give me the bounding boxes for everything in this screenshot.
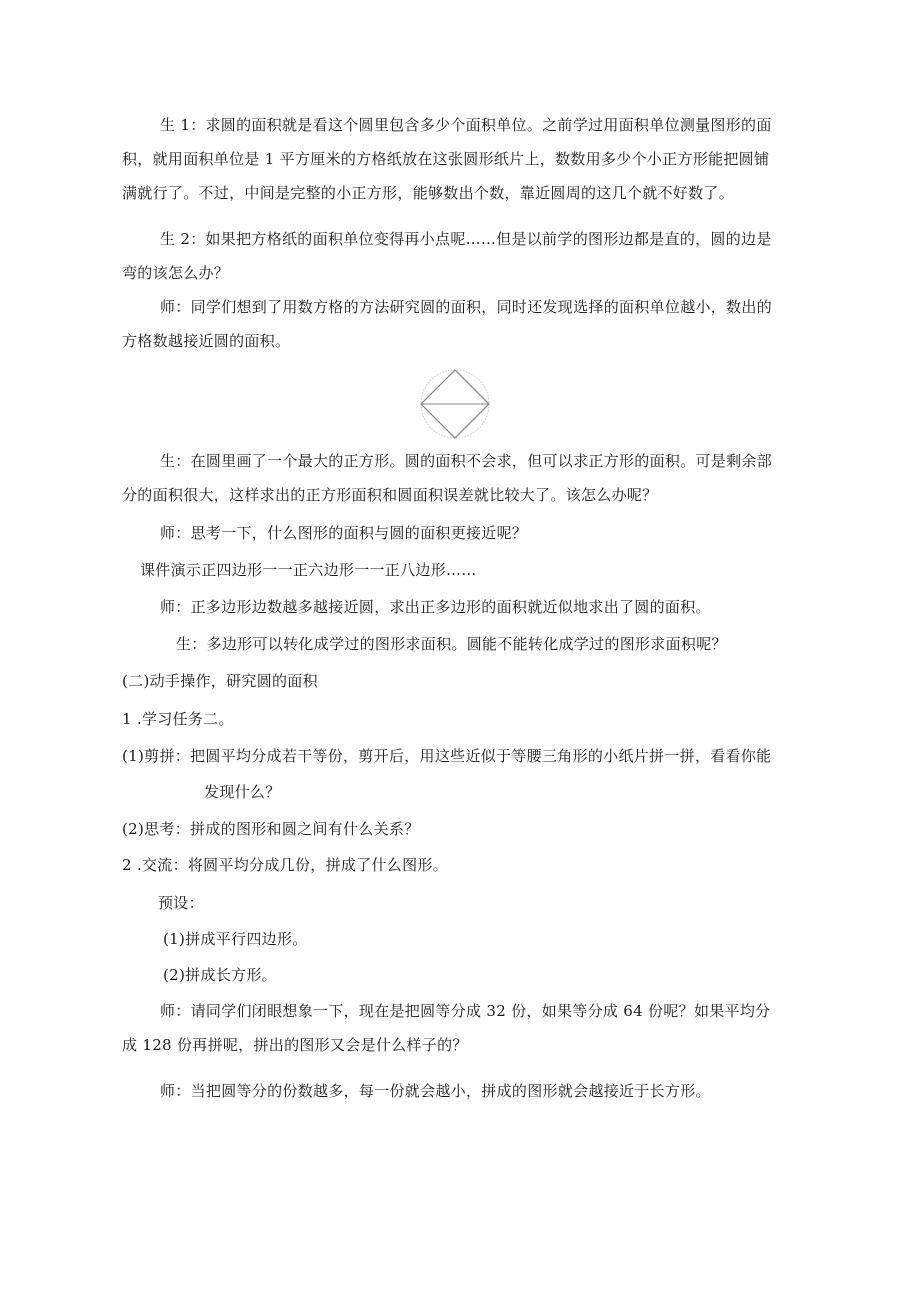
paragraph-student-1: 生 1：求圆的面积就是看这个圆里包含多少个面积单位。之前学过用面积单位测量图形的面积，就用面积单位是 1 平方厘米的方格纸放在这张圆形纸片上，数数用多少个小正方形能把圆铺满就行了。不过，中间是完整的小正方形，能够数出个数，靠近圆周的这几个就不好数了。 — [122, 116, 772, 202]
paragraph-teacher-3: 师：正多边形边数越多越接近圆，求出正多边形的面积就近似地求出了圆的面积。 — [160, 598, 711, 616]
task-heading-2: 2 .交流：将圆平均分成几份，拼成了什么图形。 — [122, 856, 448, 874]
paragraph-teacher-5: 师：当把圆等分的份数越多，每一份就会越小，拼成的图形就会越接近于长方形。 — [160, 1082, 711, 1100]
preset-item-1: (1)拼成平行四边形。 — [163, 930, 308, 948]
section-heading-2: (二)动手操作，研究圆的面积 — [122, 672, 318, 690]
preset-label: 预设： — [158, 894, 204, 912]
paragraph-teacher-2: 师：思考一下，什么图形的面积与圆的面积更接近呢？ — [160, 524, 528, 542]
paragraph-teacher-4: 师：请同学们闭眼想象一下，现在是把圆等分成 32 份，如果等分成 64 份呢？如果平均分成 128 份再拼呢，拼出的图形又会是什么样子的？ — [122, 1002, 771, 1054]
paragraph-student-2: 生 2：如果把方格纸的面积单位变得再小点呢……但是以前学的图形边都是直的，圆的边是弯的该怎么办？ — [122, 230, 772, 282]
task-item-cut-line1: (1)剪拼：把圆平均分成若干等份，剪开后，用这些近似于等腰三角形的小纸片拼一拼，看看你能 — [122, 747, 772, 765]
task-item-cut-line2: 发现什么？ — [204, 783, 281, 801]
paragraph-student-3: 生：在圆里画了一个最大的正方形。圆的面积不会求，但可以求正方形的面积。可是剩余部分的面积很大，这样求出的正方形面积和圆面积误差就比较大了。该怎么办呢？ — [122, 452, 773, 504]
paragraph-teacher-1: 师：同学们想到了用数方格的方法研究圆的面积，同时还发现选择的面积单位越小，数出的方格数越接近圆的面积。 — [122, 298, 773, 350]
task-heading-1: 1 .学习任务二。 — [122, 710, 234, 728]
task-item-think: (2)思考：拼成的图形和圆之间有什么关系？ — [122, 820, 420, 838]
paragraph-student-4: 生：多边形可以转化成学过的图形求面积。圆能不能转化成学过的图形求面积呢？ — [176, 635, 727, 653]
preset-item-2: (2)拼成长方形。 — [163, 966, 277, 984]
circle-with-inscribed-square-figure — [416, 368, 494, 440]
paragraph-courseware: 课件演示正四边形一一正六边形一一正八边形…… — [140, 561, 477, 579]
